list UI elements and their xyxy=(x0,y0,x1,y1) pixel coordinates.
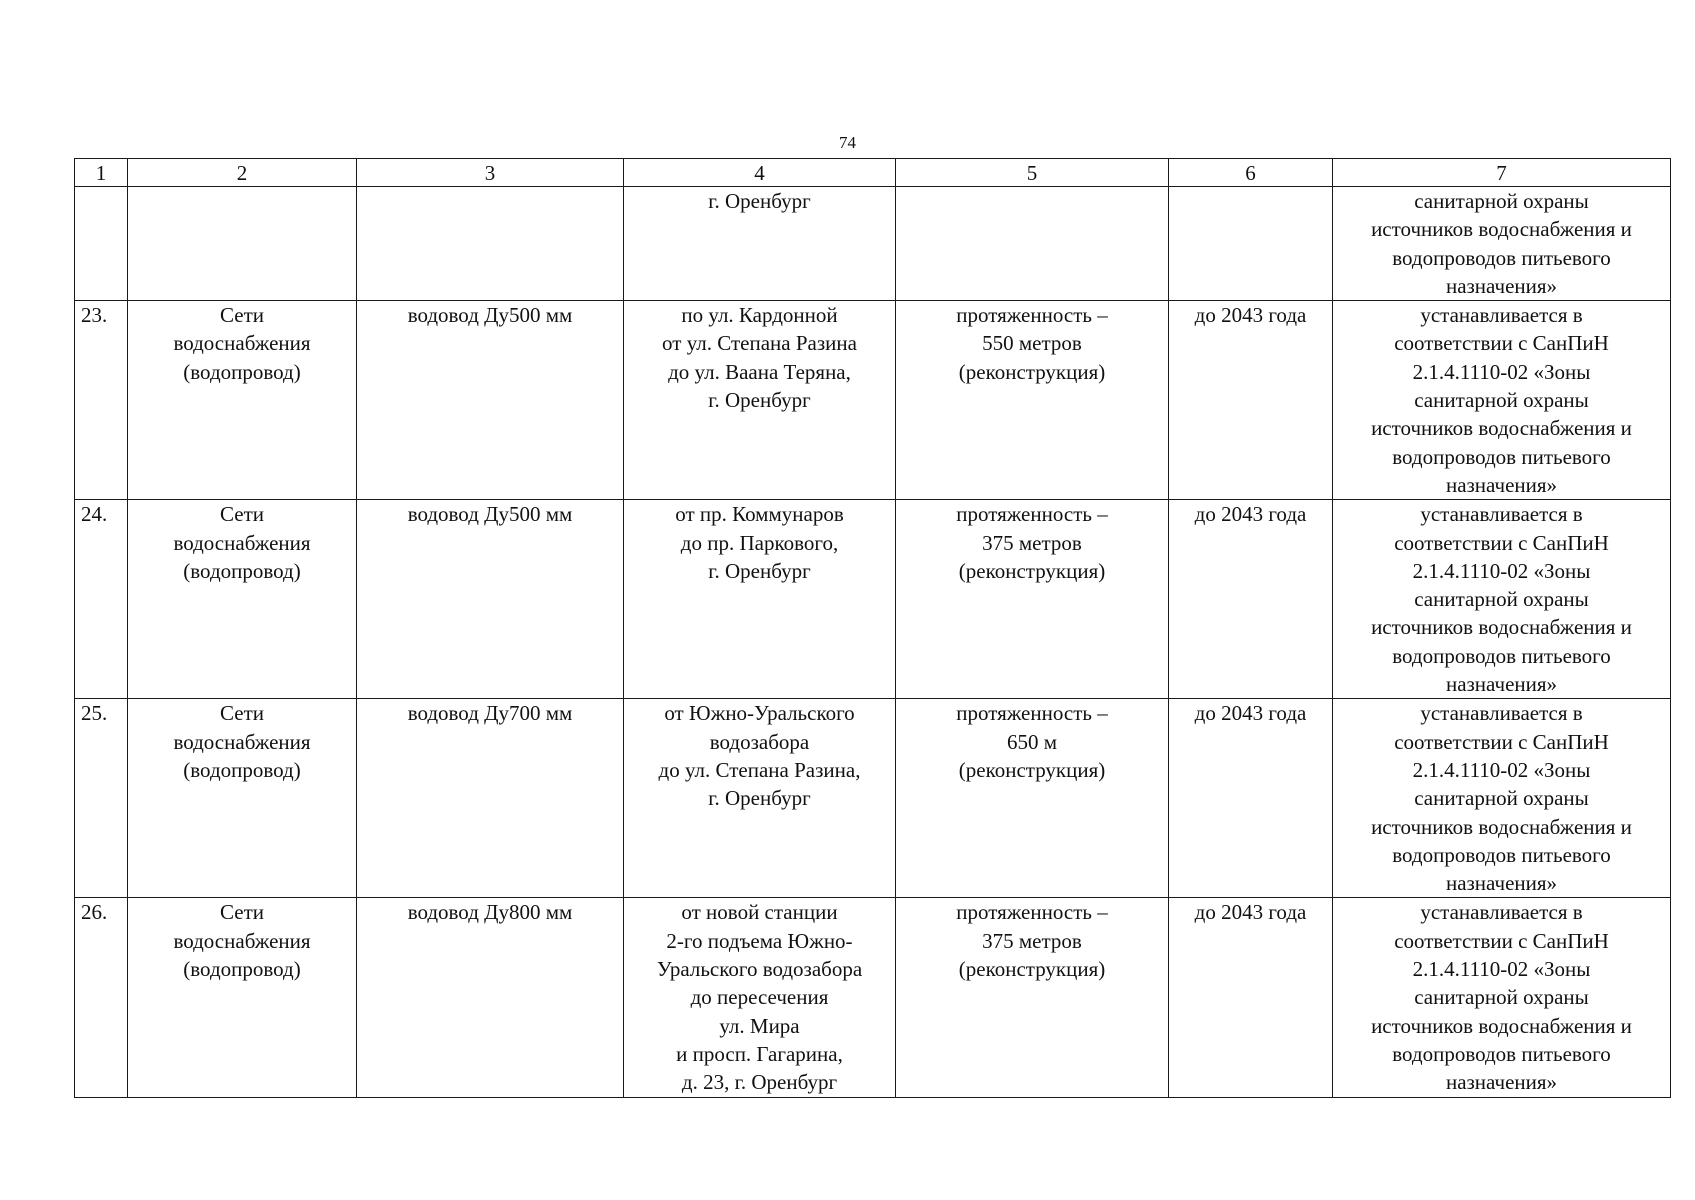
cell-number xyxy=(75,187,128,301)
cell-location: от Южно-Уральского водозабора до ул. Степана Разина, г. Оренбург xyxy=(624,699,896,898)
column-header-2: 2 xyxy=(128,159,357,187)
table-row xyxy=(75,301,1671,500)
cell-zone: устанавливается в соответствии с СанПиН 2.1.4.1110-02 «Зоны санитарной охраны источников водоснабжения и водопроводов питьевого назначения» xyxy=(1333,898,1671,1097)
cell-zone: устанавливается в соответствии с СанПиН 2.1.4.1110-02 «Зоны санитарной охраны источников водоснабжения и водопроводов питьевого назначения» xyxy=(1333,301,1671,500)
cell-term: до 2043 года xyxy=(1169,898,1333,1097)
cell-term xyxy=(1169,187,1333,301)
cell-object: Сети водоснабжения (водопровод) xyxy=(128,500,357,699)
page-number: 74 xyxy=(839,133,856,152)
cell-term: до 2043 года xyxy=(1169,500,1333,699)
column-header-4: 4 xyxy=(624,159,896,187)
column-header-6: 6 xyxy=(1169,159,1333,187)
cell-object: Сети водоснабжения (водопровод) xyxy=(128,301,357,500)
cell-term: до 2043 года xyxy=(1169,699,1333,898)
infrastructure-table xyxy=(74,158,1671,1098)
cell-zone: устанавливается в соответствии с СанПиН 2.1.4.1110-02 «Зоны санитарной охраны источников водоснабжения и водопроводов питьевого назначения» xyxy=(1333,699,1671,898)
table-row xyxy=(75,500,1671,699)
column-header-3: 3 xyxy=(357,159,624,187)
cell-number: 24. xyxy=(75,500,128,699)
cell-length: протяженность – 375 метров (реконструкция) xyxy=(896,500,1169,699)
cell-object xyxy=(128,187,357,301)
cell-type: водовод Ду500 мм xyxy=(357,301,624,500)
cell-length: протяженность – 375 метров (реконструкция) xyxy=(896,898,1169,1097)
cell-zone: устанавливается в соответствии с СанПиН 2.1.4.1110-02 «Зоны санитарной охраны источников водоснабжения и водопроводов питьевого назначения» xyxy=(1333,500,1671,699)
cell-object: Сети водоснабжения (водопровод) xyxy=(128,699,357,898)
column-header-5: 5 xyxy=(896,159,1169,187)
cell-object: Сети водоснабжения (водопровод) xyxy=(128,898,357,1097)
cell-location: г. Оренбург xyxy=(624,187,896,301)
cell-number: 26. xyxy=(75,898,128,1097)
table-row xyxy=(75,699,1671,898)
column-header-1: 1 xyxy=(75,159,128,187)
cell-type: водовод Ду800 мм xyxy=(357,898,624,1097)
cell-number: 25. xyxy=(75,699,128,898)
cell-number: 23. xyxy=(75,301,128,500)
cell-term: до 2043 года xyxy=(1169,301,1333,500)
cell-type: водовод Ду500 мм xyxy=(357,500,624,699)
cell-length xyxy=(896,187,1169,301)
table-row xyxy=(75,898,1671,1097)
cell-location: от новой станции 2-го подъема Южно- Уральского водозабора до пересечения ул. Мира и просп. Гагарина, д. 23, г. Оренбург xyxy=(624,898,896,1097)
cell-type: водовод Ду700 мм xyxy=(357,699,624,898)
table-row-continuation xyxy=(75,187,1671,301)
cell-length: протяженность – 550 метров (реконструкция) xyxy=(896,301,1169,500)
cell-zone: санитарной охраны источников водоснабжения и водопроводов питьевого назначения» xyxy=(1333,187,1671,301)
column-header-7: 7 xyxy=(1333,159,1671,187)
cell-location: от пр. Коммунаров до пр. Паркового, г. Оренбург xyxy=(624,500,896,699)
cell-type xyxy=(357,187,624,301)
cell-length: протяженность – 650 м (реконструкция) xyxy=(896,699,1169,898)
cell-location: по ул. Кардонной от ул. Степана Разина до ул. Ваана Теряна, г. Оренбург xyxy=(624,301,896,500)
header-row xyxy=(75,159,1671,187)
